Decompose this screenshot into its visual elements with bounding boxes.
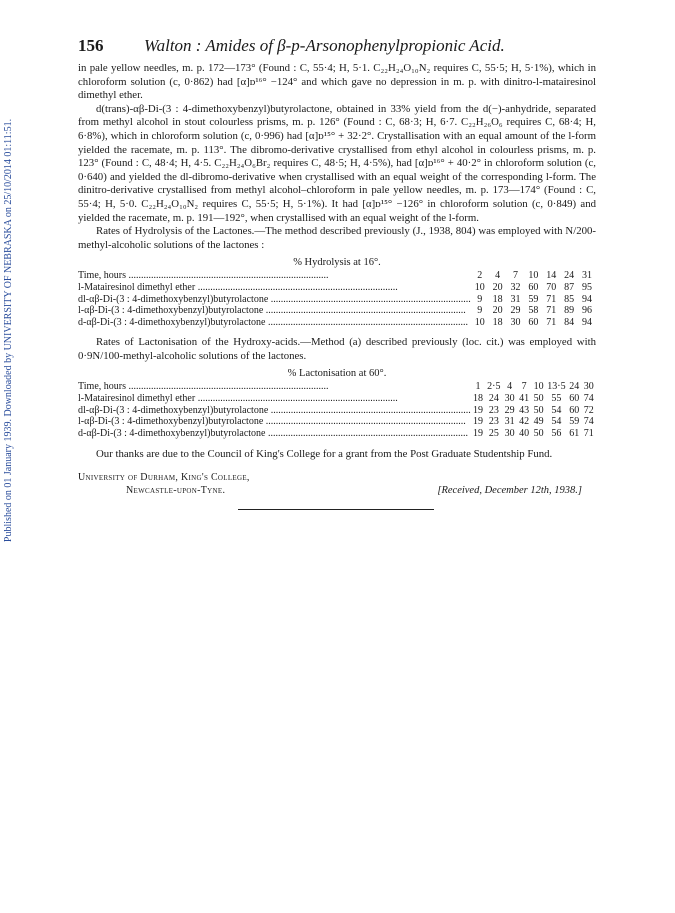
table-header-row bbox=[78, 270, 596, 282]
table-cell: 19 bbox=[473, 427, 484, 439]
time-header-label: Time, hours ................................................................................ bbox=[78, 381, 329, 393]
compound-label: l-Matairesinol dimethyl ether ................................................................................ bbox=[78, 281, 398, 293]
table-cell: 20 bbox=[492, 305, 503, 317]
table-cell: 96 bbox=[582, 305, 593, 317]
table-cell: 60 bbox=[528, 281, 539, 293]
page-number: 156 bbox=[78, 36, 104, 55]
compound-label: dl-αβ-Di-(3 : 4-dimethoxybenzyl)butyrolactone ................................................................................ bbox=[78, 404, 471, 416]
table-row bbox=[78, 317, 596, 329]
table-cell: 9 bbox=[477, 305, 483, 317]
acknowledgement: Our thanks are due to the Council of King's College for a grant from the Post Graduate Studentship Fund. bbox=[96, 448, 553, 461]
table-cell: 60 bbox=[528, 316, 539, 328]
table-cell: 29 bbox=[504, 404, 515, 416]
table-cell: 61 bbox=[569, 427, 580, 439]
table-cell: 18 bbox=[492, 293, 503, 305]
time-value: 4 bbox=[507, 381, 513, 393]
table-cell: 42 bbox=[519, 416, 530, 428]
table-cell: 19 bbox=[473, 404, 484, 416]
table-cell: 54 bbox=[551, 416, 562, 428]
paragraph-dinitro-continued: in pale yellow needles, m. p. 172—173° (Found : C, 55·4; H, 5·1. C₂₂H₂₄O₁₀N₂ requires C, 55·5; H, 5·1%), which in chloroform solution (c, 0·862) had [α]ᴅ¹⁶° −124° and which gave no depression in m. p. with dinitro-l-matairesinol dimethyl ether. bbox=[78, 62, 596, 102]
compound-label: l-αβ-Di-(3 : 4-dimethoxybenzyl)butyrolactone ................................................................................ bbox=[78, 305, 466, 317]
time-value: 30 bbox=[583, 381, 594, 393]
table-cell: 84 bbox=[564, 316, 575, 328]
table-cell: 89 bbox=[564, 305, 575, 317]
paragraph-lactonisation-rates: Rates of Lactonisation of the Hydroxy-acids.—Method (a) described previously (loc. cit.) was employed with 0·9N/100-methyl-alcoholic solutions of the lactones. bbox=[78, 336, 596, 362]
table-cell: 49 bbox=[533, 416, 544, 428]
table-cell: 25 bbox=[488, 427, 499, 439]
table-cell: 18 bbox=[473, 393, 484, 405]
table-cell: 94 bbox=[582, 293, 593, 305]
table-row bbox=[78, 294, 596, 306]
table-cell: 74 bbox=[583, 416, 594, 428]
table-row bbox=[78, 393, 596, 405]
lactonisation-table-caption: % Lactonisation at 60°. bbox=[287, 368, 387, 380]
table-cell: 32 bbox=[510, 281, 521, 293]
table-cell: 50 bbox=[533, 427, 544, 439]
table-cell: 56 bbox=[551, 427, 562, 439]
table-cell: 20 bbox=[492, 281, 503, 293]
download-note: Published on 01 January 1939. Downloaded by UNIVERSITY OF NEBRASKA on 25/10/2014 01:11:51. bbox=[3, 118, 15, 542]
time-value: 7 bbox=[521, 381, 527, 393]
table-cell: 74 bbox=[583, 393, 594, 405]
paragraph-d-trans-lactone: d(trans)-αβ-Di-(3 : 4-dimethoxybenzyl)butyrolactone, obtained in 33% yield from the d(−)-anhydride, separated from methyl alcohol in stout colourless prisms, m. p. 126° (Found : C, 68·3; H, 6·7. C₂₂H₂₆O₆ requires C, 68·4; H, 6·8%), which in chloroform solution (c, 0·996) had [α]ᴅ¹⁵° + 32·2°. Crystallisation with an equal amount of the l-form yielded the racemate, m. p. 113°. The dibromo-derivative crystallised from ethyl alcohol in colourless prisms, m. p. 123° (Found : C, 48·4; H, 4·5. C₂₂H₂₄O₆Br₂ requires C, 48·5; H, 4·5%), had [α]ᴅ¹⁶° + 40·2° in chloroform solution (c, 0·640) and yielded the dl-dibromo-derivative when crystallised with an equal weight of the corresponding l-form. The dinitro-derivative crystallised from methyl alcohol–chloroform in pale yellow needles, m. p. 173—174° (Found : C, 55·4; H, 5·0. C₂₂H₂₄O₁₀N₂ requires C, 55·5; H, 5·1%). It had [α]ᴅ¹⁵° −126° in chloroform solution (c, 0·849) and yielded the racemate, m. p. 191—192°, when crystallised with an equal weight of the l-form. bbox=[78, 102, 596, 224]
time-value: 4 bbox=[495, 270, 501, 282]
table-cell: 59 bbox=[528, 293, 539, 305]
time-value: 24 bbox=[569, 381, 580, 393]
compound-label: l-Matairesinol dimethyl ether ................................................................................ bbox=[78, 393, 398, 405]
table-cell: 30 bbox=[504, 393, 515, 405]
time-value: 2 bbox=[477, 270, 483, 282]
compound-label: d-αβ-Di-(3 : 4-dimethoxybenzyl)butyrolactone ................................................................................ bbox=[78, 316, 468, 328]
table-cell: 31 bbox=[510, 293, 521, 305]
table-cell: 85 bbox=[564, 293, 575, 305]
table-cell: 60 bbox=[569, 404, 580, 416]
table-row bbox=[78, 305, 596, 317]
table-cell: 24 bbox=[488, 393, 499, 405]
download-watermark bbox=[2, 70, 16, 590]
table-cell: 29 bbox=[510, 305, 521, 317]
table-cell: 10 bbox=[474, 281, 485, 293]
time-value: 7 bbox=[512, 270, 518, 282]
table-cell: 54 bbox=[551, 404, 562, 416]
table-row bbox=[78, 405, 596, 417]
affiliation-line-2: Newcastle-upon-Tyne. bbox=[126, 485, 226, 497]
table-cell: 19 bbox=[473, 416, 484, 428]
journal-page bbox=[78, 36, 596, 510]
table-cell: 94 bbox=[582, 316, 593, 328]
affiliation-block bbox=[78, 471, 596, 497]
table-cell: 71 bbox=[546, 305, 557, 317]
table-cell: 18 bbox=[492, 316, 503, 328]
table-cell: 41 bbox=[519, 393, 530, 405]
hydrolysis-table-caption: % Hydrolysis at 16°. bbox=[293, 257, 381, 269]
table-cell: 71 bbox=[546, 316, 557, 328]
table-cell: 72 bbox=[583, 404, 594, 416]
table-row bbox=[78, 428, 596, 440]
table-cell: 87 bbox=[564, 281, 575, 293]
end-rule bbox=[238, 509, 434, 510]
table-cell: 60 bbox=[569, 393, 580, 405]
table-cell: 50 bbox=[533, 404, 544, 416]
table-cell: 55 bbox=[551, 393, 562, 405]
table-cell: 95 bbox=[582, 281, 593, 293]
affiliation-line-1: University of Durham, King's College, bbox=[78, 472, 250, 484]
table-cell: 10 bbox=[474, 316, 485, 328]
lactonisation-table bbox=[78, 381, 596, 439]
table-cell: 50 bbox=[533, 393, 544, 405]
time-value: 2·5 bbox=[487, 381, 501, 393]
table-header-row bbox=[78, 381, 596, 393]
table-cell: 58 bbox=[528, 305, 539, 317]
table-cell: 9 bbox=[477, 293, 483, 305]
compound-label: l-αβ-Di-(3 : 4-dimethoxybenzyl)butyrolactone ................................................................................ bbox=[78, 416, 466, 428]
time-value: 31 bbox=[582, 270, 593, 282]
table-cell: 71 bbox=[546, 293, 557, 305]
table-cell: 43 bbox=[519, 404, 530, 416]
paragraph-hydrolysis-rates: Rates of Hydrolysis of the Lactones.—The method described previously (J., 1938, 804) was employed with N/200-methyl-alcoholic solutions of the lactones : bbox=[78, 225, 596, 251]
compound-label: dl-αβ-Di-(3 : 4-dimethoxybenzyl)butyrolactone ................................................................................ bbox=[78, 293, 471, 305]
table-cell: 59 bbox=[569, 416, 580, 428]
table-row bbox=[78, 282, 596, 294]
table-cell: 70 bbox=[546, 281, 557, 293]
table-cell: 30 bbox=[510, 316, 521, 328]
time-value: 10 bbox=[533, 381, 544, 393]
running-title: Walton : Amides of β-p-Arsonophenylpropionic Acid. bbox=[144, 36, 505, 55]
time-header-label: Time, hours ................................................................................ bbox=[78, 270, 329, 282]
hydrolysis-table bbox=[78, 270, 596, 328]
compound-label: d-αβ-Di-(3 : 4-dimethoxybenzyl)butyrolactone ................................................................................ bbox=[78, 427, 468, 439]
table-cell: 30 bbox=[504, 427, 515, 439]
time-value: 13·5 bbox=[547, 381, 566, 393]
table-cell: 71 bbox=[583, 427, 594, 439]
time-value: 10 bbox=[528, 270, 539, 282]
page-header bbox=[78, 36, 596, 56]
time-value: 1 bbox=[475, 381, 481, 393]
table-cell: 31 bbox=[504, 416, 515, 428]
table-cell: 40 bbox=[519, 427, 530, 439]
time-value: 24 bbox=[564, 270, 575, 282]
time-value: 14 bbox=[546, 270, 557, 282]
table-cell: 23 bbox=[488, 416, 499, 428]
received-date: [Received, December 12th, 1938.] bbox=[437, 485, 582, 497]
table-cell: 23 bbox=[488, 404, 499, 416]
table-row bbox=[78, 416, 596, 428]
